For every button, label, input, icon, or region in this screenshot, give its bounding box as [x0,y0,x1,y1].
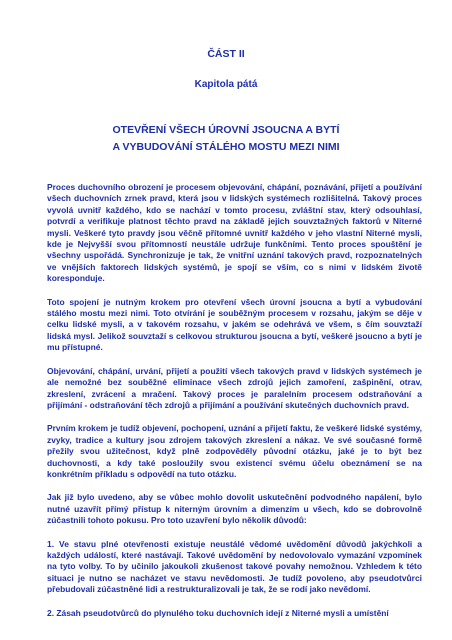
paragraph-2: Toto spojení je nutným krokem pro otevření všech úrovní jsoucna a bytí a vybudování stálého mostu mezi nimi. Toto otvírání je souběžným procesem v rozsahu, jakým se děje v celku lidské mysli, a v takovém rozsahu, v jakém se odehrává ve všem, s čím souvztaží lidská mysl. Jelikož souvztaží s celkovou strukturou jsoucna a bytí, veškeré jsoucno a bytí je mu přístupné. [47,296,422,353]
paragraph-5: Jak již bylo uvedeno, aby se vůbec mohlo dovolit uskutečnění podvodného napálení, bylo nutné uzavřít přímý přístup k niterným úrovním a dimenzím u všech, kdo se dobrovolně zúčastnili tohoto pokusu. Pro toto uzavření bylo několik důvodů: [47,492,422,526]
chapter-title-line-2: A VYBUDOVÁNÍ STÁLÉHO MOSTU MEZI NIMI [112,141,340,153]
paragraph-1: Proces duchovního obrození je procesem objevování, chápání, poznávání, přijetí a používání všech duchovních zrnek pravd, která jsou v lidských systémech rozlišitelná. Takový proces vyvolá uvnitř každého, kdo se nachází v tomto procesu, zvláštní stav, který odsouhlasí, potvrdí a verifikuje platnost těchto pravd na základě jejich souvztažných faktorů v Niterné mysli. Veškeré tyto pravdy jsou věčně přítomné uvnitř každého v jeho vlastní Niterné mysli, kde je Nejvyšší svou přítomností neustále udržuje funkčními. Tento proces spouštění je všechny uspořádá. Synchronizuje je tak, že vnitřní uznání takových pravd, rozpoznatelných ve vnějších faktorech lidských systémů, je spojí se vším, co s nimi v lidském životě koresponduje. [47,182,422,284]
chapter-title-line-1: OTEVŘENÍ VŠECH ÚROVNÍ JSOUCNA A BYTÍ [112,124,340,136]
chapter-heading: Kapitola pátá [194,79,258,90]
body-text [47,182,422,630]
paragraph-3: Objevování, chápání, urvání, přijetí a použití všech takových pravd v lidských systémech je ale nemožné bez souběžné eliminace všech zdrojů jejich zamoření, zašpinění, otrav, zkreslení, zvrácení a mračení. Takový proces je paralelním procesem odstraňování a přijímání - odstraňování těch zdrojů a přijímání a používání skutečných duchovních pravd. [47,365,422,410]
chapter-title [0,122,452,156]
part-heading: ČÁST II [207,48,245,60]
paragraph-6: 1. Ve stavu plné otevřenosti existuje neustálé vědomé uvědomění důvodů jakýchkoli a každých událostí, které nastávají. Takové uvědomění by nedovolovalo vymazání vzpomínek na tyto volby. To by učinilo jakoukoli zkušenost takové povahy nemožnou. Vzhledem k této situaci je nutno se nacházet ve stavu nevědomosti. Je tudíž povoleno, aby pseudotvůrci přebudovali zúčastněné lidi a restrukturalizovali je tak, že se rodí jako nevědomí. [47,538,422,595]
paragraph-7: 2. Zásah pseudotvůrců do plynulého toku duchovních idejí z Niterné mysli a umístění [47,607,389,618]
paragraph-4: Prvním krokem je tudíž objevení, pochopení, uznání a přijetí faktu, že veškeré lidské systémy, zvyky, tradice a kultury jsou zdrojem takových zkreslení a nákaz. Ve své současné formě přežily svou užitečnost, když plně zodpověděly původní otázku, jaké je to být bez duchovnosti, a kdy také posloužily svou existencí svému účelu obeznámení se na konkrétním příkladu s odpovědí na tuto otázku. [47,423,422,479]
